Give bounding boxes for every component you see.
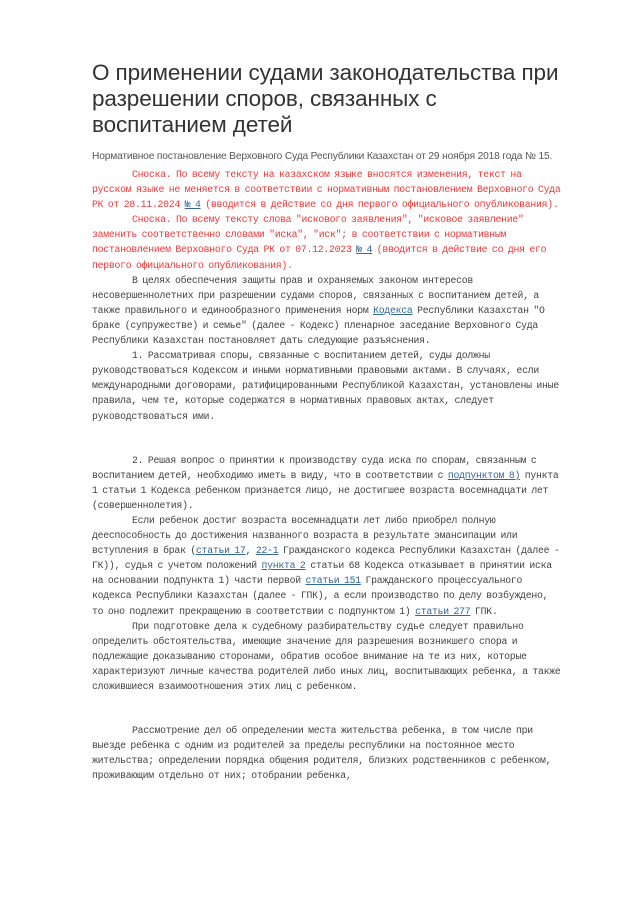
paragraph-4: При подготовке дела к судебному разбирательству судье следует правильно определить обстоятельства, имеющие значение для разрешения возникшего спора и подлежащие доказыванию сторонами, обратив особое внимание на те из них, которые характеризуют личные качества родителей либо иных лиц, воспитывающих ребенка, а также сложившиеся взаимоотношения этих лиц с ребенком. xyxy=(92,620,561,692)
paragraph-text: Гражданского кодекса Республики Казахстан (далее - ГК)), судья с учетом положений xyxy=(92,545,560,572)
paragraph-text: Республики Казахстан "О браке (супружестве) и семье" (далее - Кодекс) пленарное заседание Верховного Суда Республики Казахстан постановляет дать следующие разъяснения. xyxy=(92,304,545,347)
paragraph-text: 2. Решая вопрос о принятии к производству суда иска по спорам, связанным с воспитанием детей, необходимо иметь в виду, что в соответствии с xyxy=(92,454,537,481)
paragraph-5: Рассмотрение дел об определении места жительства ребенка, в том числе при выезде ребенка с одним из родителей за пределы республики на постоянное место жительства; определении порядка общения родителя, близких родственников с ребенком, проживающим отдельно от них; отобрании ребенка, xyxy=(92,725,552,782)
article-22-1-link[interactable]: 22-1 xyxy=(255,545,279,557)
footnote-text: (вводится в действие со дня первого официального опубликования). xyxy=(200,199,559,211)
paragraph-text: Гражданского процессуального кодекса Республики Казахстан (далее - ГПК), а если производство по делу возбуждено, то оно подлежит прекращению в соответствии с подпунктом 1) xyxy=(92,575,549,617)
page-title: О применении судами законодательства при разрешении споров, связанных с воспитанием детей xyxy=(92,60,559,137)
kodeks-link[interactable]: Кодекса xyxy=(373,304,413,316)
footnote-1-link[interactable]: № 4 xyxy=(184,199,201,211)
paragraph-text: ГПК. xyxy=(470,605,498,617)
footnote-2 xyxy=(92,212,562,272)
paragraph-text: В целях обеспечения защиты прав и охраняемых законом интересов несовершеннолетних при разрешении судами споров, связанных с воспитанием детей, а также правильного и единообразного применения норм xyxy=(92,274,539,316)
document-body xyxy=(92,167,562,783)
paragraph-3 xyxy=(92,513,562,619)
preamble-paragraph xyxy=(92,273,562,348)
footnote-2-link[interactable]: № 4 xyxy=(356,244,373,256)
paragraph-text: , xyxy=(245,545,256,557)
paragraph-text: статьи 68 Кодекса отказывает в принятии иска на основании подпункта 1) части первой xyxy=(92,560,552,587)
footnote-text: Сноска. По всему тексту на казахском языке вносятся изменения, текст на русском языке не меняется в соответствии с нормативным постановлением Верховного Суда РК от 28.11.2024 xyxy=(92,169,561,211)
document-page xyxy=(92,60,562,783)
footnote-text: (вводится в действие со дня его первого официального опубликования). xyxy=(92,244,547,271)
paragraph-2 xyxy=(92,453,562,513)
document-subtitle: Нормативное постановление Верховного Суда Республики Казахстан от 29 ноября 2018 года № 15. xyxy=(92,151,553,162)
footnote-1 xyxy=(92,167,562,212)
subpoint-8-link[interactable]: подпунктом 8) xyxy=(447,469,521,481)
article-17-link[interactable]: статьи 17 xyxy=(195,545,246,557)
paragraph-1: 1. Рассматривая споры, связанные с воспитанием детей, суды должны руководствоваться Кодексом и иными нормативными правовыми актами. В случаях, если международными договорами, ратифицированными Республикой Казахстан, установлены иные правила, чем те, которые содержатся в нормативных правовых актах, следует руководствоваться ими. xyxy=(92,350,559,422)
paragraph-text: пункта 1 статьи 1 Кодекса ребенком признается лицо, не достигшее возраста восемнадцати лет (совершеннолетия). xyxy=(92,469,559,511)
point-2-link[interactable]: пункта 2 xyxy=(261,560,306,572)
article-277-link[interactable]: статьи 277 xyxy=(415,605,471,617)
article-151-link[interactable]: статьи 151 xyxy=(305,575,361,587)
footnote-text: Сноска. По всему тексту слова "искового заявления", "исковое заявление" заменить соответственно словами "иска", "иск"; в соответствии с нормативным постановлением Верховного Суда РК от 07.12.2023 xyxy=(92,214,524,256)
paragraph-text: Если ребенок достиг возраста восемнадцати лет либо приобрел полную дееспособность до достижения названного возраста в результате эмансипации или вступления в брак ( xyxy=(92,514,518,557)
